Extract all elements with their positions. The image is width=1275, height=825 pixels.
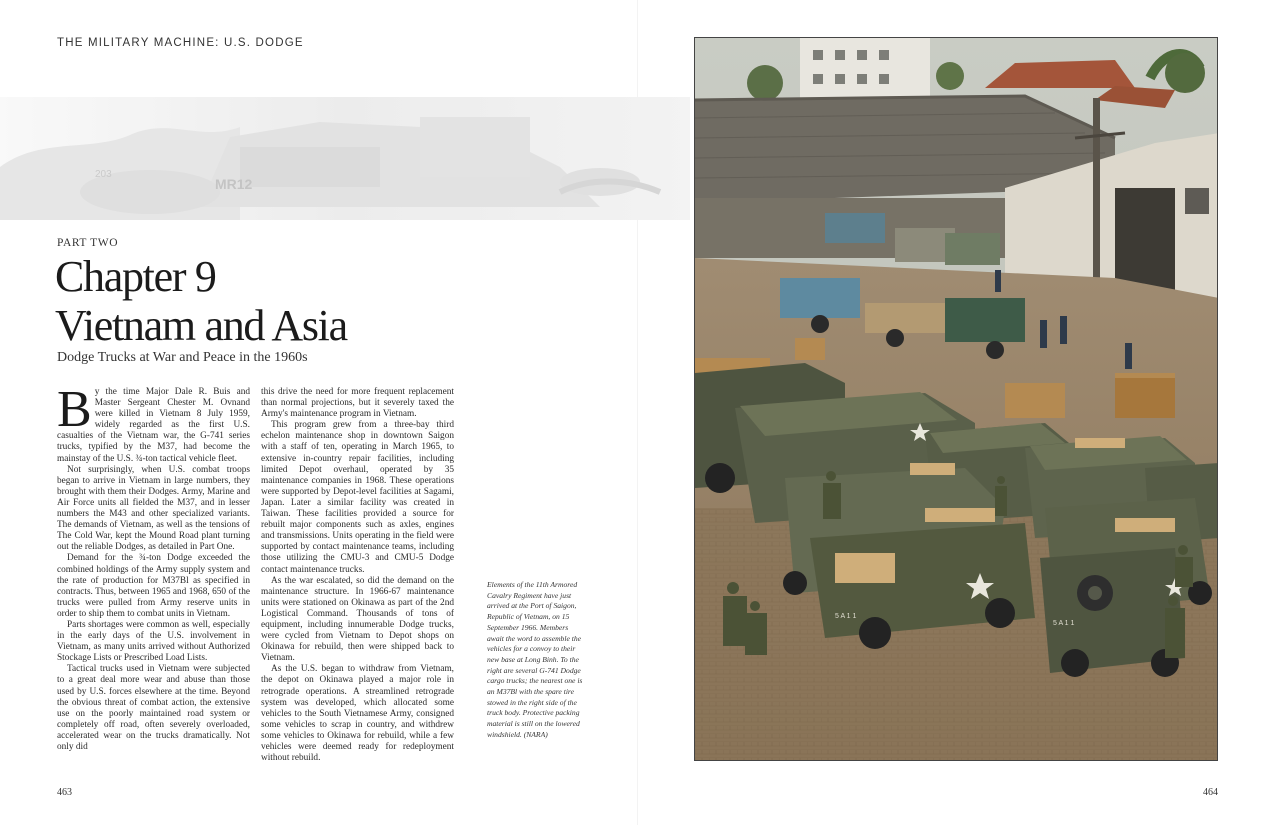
body-paragraph: Tactical trucks used in Vietnam were subjected to a great deal more wear and abuse than those used by U.S. forces elsewhere at the time. Beyond the obvious threat of combat action, the extensive use on the poorly maintained road system or completely off road, often severely overloaded, accelerated wear on the trucks dramatically. Not only did: [57, 664, 250, 752]
body-paragraph: As the U.S. began to withdraw from Vietnam, the depot on Okinawa played a major role in retrograde operations. A streamlined retrograde system was developed, which allocated some vehicles to the South Vietnamese Army, consigned some vehicles to scrap in country, and withdrew some vehicles to Okinawa for rebuild, while a few vehicles were deemed ready for redeployment without rebuild.: [261, 664, 454, 764]
photo-caption: Elements of the 11th Armored Cavalry Regiment have just arrived at the Port of Saigon, Republic of Vietnam, on 15 September 1966. Members await the word to assemble the vehicles for a convoy to their new base at Long Binh. To the right are several G-741 Dodge cargo trucks; the nearest one is an M37Bl with the spare tire stowed in the right side of the truck body. Protective packing material is still on the lowered windshield. (NARA): [487, 580, 583, 739]
banner-marking: 203: [95, 169, 112, 180]
banner-image: [0, 97, 690, 220]
running-head: THE MILITARY MACHINE: U.S. DODGE: [57, 37, 304, 49]
body-column-2: [261, 387, 454, 764]
body-paragraph: Demand for the ¾-ton Dodge exceeded the combined holdings of the Army supply system and the rate of production for M37Bl as specified in contracts. Thus, between 1965 and 1968, 650 of the trucks were pulled from Army reserve units in order to ship them to combat units in Vietnam.: [57, 553, 250, 619]
port-of-saigon-photo: [694, 37, 1218, 761]
bumper-marking: 5 A 1 1: [835, 613, 857, 620]
banner-marking: MR12: [215, 176, 253, 192]
chapter-title: [55, 252, 347, 350]
body-paragraph: Parts shortages were common as well, especially in the early days of the U.S. involvement in Vietnam, as many units arrived without Authorized Stockage Lists or Prescribed Load Lists.: [57, 619, 250, 664]
part-label: PART TWO: [57, 237, 119, 249]
bumper-marking: 5 A 1 1: [1053, 620, 1075, 627]
body-column-1: [57, 381, 250, 753]
body-paragraph: Not surprisingly, when U.S. combat troops began to arrive in Vietnam in large numbers, they brought with them their Dodges. Army, Marine and Air Force units all fielded the M37, and in lesser numbers the M43 and other specialized variants. The demands of Vietnam, as well as the tensions of The Cold War, kept the Mound Road plant turning out the reliable Dodges, as detailed in Part One.: [57, 464, 250, 553]
page-number-left: 463: [57, 787, 72, 798]
chapter-subtitle: Dodge Trucks at War and Peace in the 1960s: [57, 350, 308, 365]
drop-cap: B: [57, 381, 92, 438]
body-paragraph: As the war escalated, so did the demand on the maintenance structure. In 1966-67 maintenance units were stationed on Okinawa as part of the 2nd Logistical Command. Thousands of tons of equipment, including innumerable Dodge trucks, were cycled from Vietnam to Depot shops on Okinawa for rebuild, then were shipped back to Vietnam.: [261, 575, 454, 664]
page-number-right: 464: [1203, 787, 1218, 798]
chapter-title-line1: Chapter 9: [55, 252, 216, 301]
chapter-title-line2: Vietnam and Asia: [55, 301, 347, 350]
body-paragraph: This program grew from a three-bay third echelon maintenance shop in downtown Saigon with a staff of ten, operating in March 1965, to extensive in-country repair facilities, including limited Depot overhaul, operated by 35 maintenance companies in 1968. These operations were supported by Depot-level facilities at Sagami, Japan. Later a similar facility was created in Taiwan. These facilities provided a source for rebuilt major components such as axles, engines and transmissions. Units operating in the field were supported by contact maintenance teams, including those utilizing the CMU-3 and CMU-5 Dodge contact maintenance trucks.: [261, 420, 454, 575]
body-paragraph: By the time Major Dale R. Buis and Master Sergeant Chester M. Ovnand were killed in Vietnam 8 July 1959, widely regarded as the first U.S. casualties of the Vietnam war, the G-741 series trucks, typified by the M37, had become the mainstay of the U.S. ¾-ton tactical vehicle fleet.: [57, 381, 250, 464]
body-paragraph: this drive the need for more frequent replacement than normal projections, but it severely taxed the Army's maintenance program in Vietnam.: [261, 387, 454, 420]
